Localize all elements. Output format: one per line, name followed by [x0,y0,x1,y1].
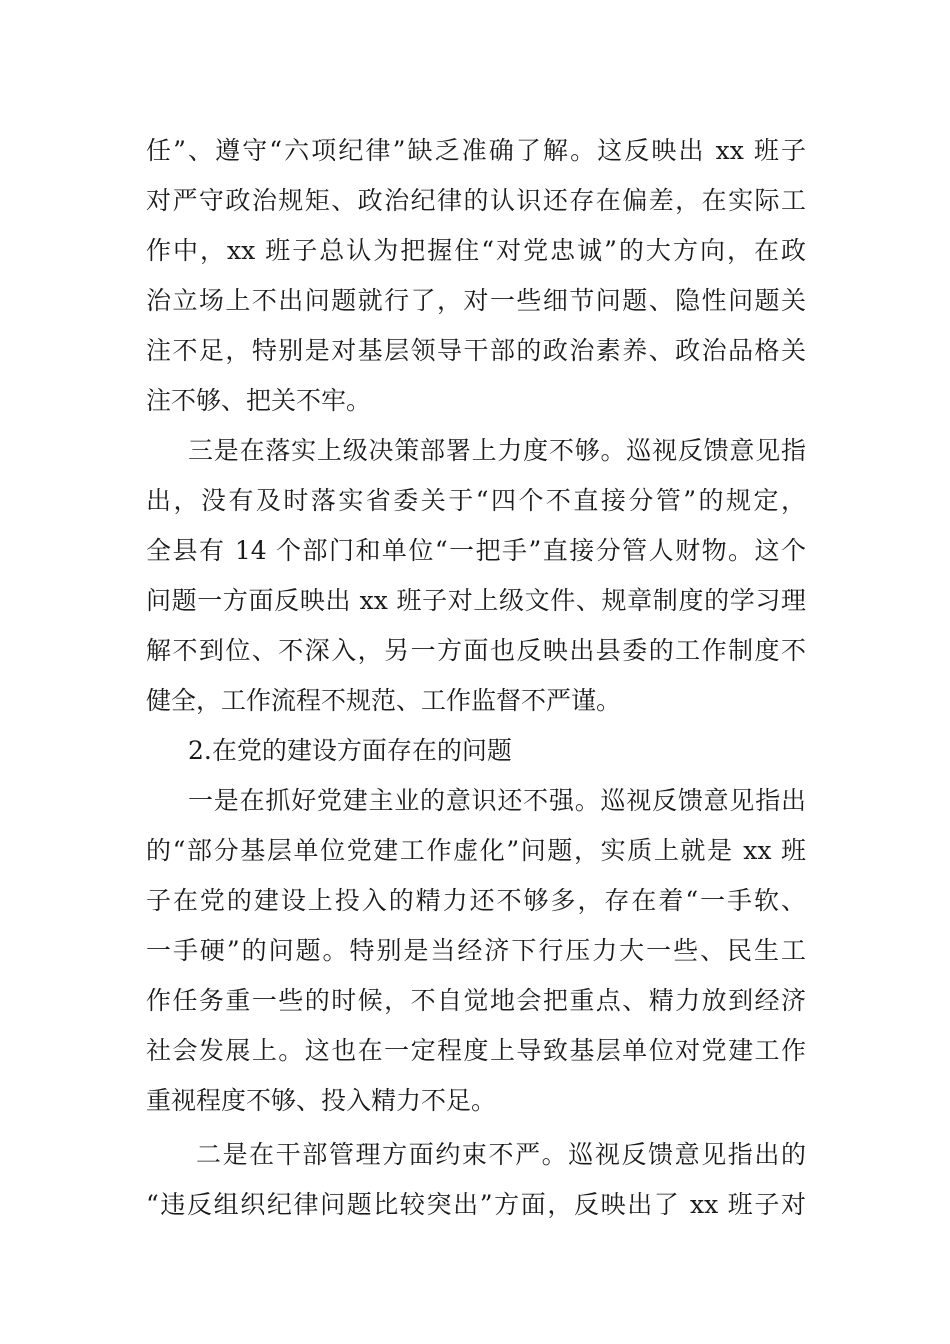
text-line: 出，没有及时落实省委关于“四个不直接分管”的规定， [146,486,806,515]
text-line: 任”、遵守“六项纪律”缺乏准确了解。这反映出 xx 班子 [146,136,806,165]
text-line: 健全，工作流程不规范、工作监督不严谨。 [146,686,622,715]
text-line: 作中，xx 班子总认为把握住“对党忠诚”的大方向，在政 [146,236,806,265]
text-line: 注不够、把关不牢。 [146,386,372,415]
text-line: 一手硬”的问题。特别是当经济下行压力大一些、民生工 [146,936,806,965]
text-line: 作任务重一些的时候，不自觉地会把重点、精力放到经济 [146,986,806,1015]
text-line: 注不足，特别是对基层领导干部的政治素养、政治品格关 [146,336,806,365]
text-line: 治立场上不出问题就行了，对一些细节问题、隐性问题关 [146,286,806,315]
section-heading: 2.在党的建设方面存在的问题 [188,736,512,765]
text-line: 全县有 14 个部门和单位“一把手”直接分管人财物。这个 [146,536,806,565]
paragraph-first-line: 一是在抓好党建主业的意识还不强。巡视反馈意见指出 [188,786,806,815]
text-line: 的“部分基层单位党建工作虚化”问题，实质上就是 xx 班 [146,836,806,865]
text-line: “违反组织纪律问题比较突出”方面，反映出了 xx 班子对 [146,1190,806,1219]
text-line: 解不到位、不深入，另一方面也反映出县委的工作制度不 [146,636,806,665]
text-line: 社会发展上。这也在一定程度上导致基层单位对党建工作 [146,1036,806,1065]
text-line: 子在党的建设上投入的精力还不够多，存在着“一手软、 [146,886,806,915]
text-line: 对严守政治规矩、政治纪律的认识还存在偏差，在实际工 [146,186,806,215]
text-line: 重视程度不够、投入精力不足。 [146,1086,497,1115]
paragraph-first-line: 二是在干部管理方面约束不严。巡视反馈意见指出的 [196,1140,806,1169]
paragraph-first-line: 三是在落实上级决策部署上力度不够。巡视反馈意见指 [188,436,806,465]
text-line: 问题一方面反映出 xx 班子对上级文件、规章制度的学习理 [146,586,806,615]
document-body [146,126,806,1230]
